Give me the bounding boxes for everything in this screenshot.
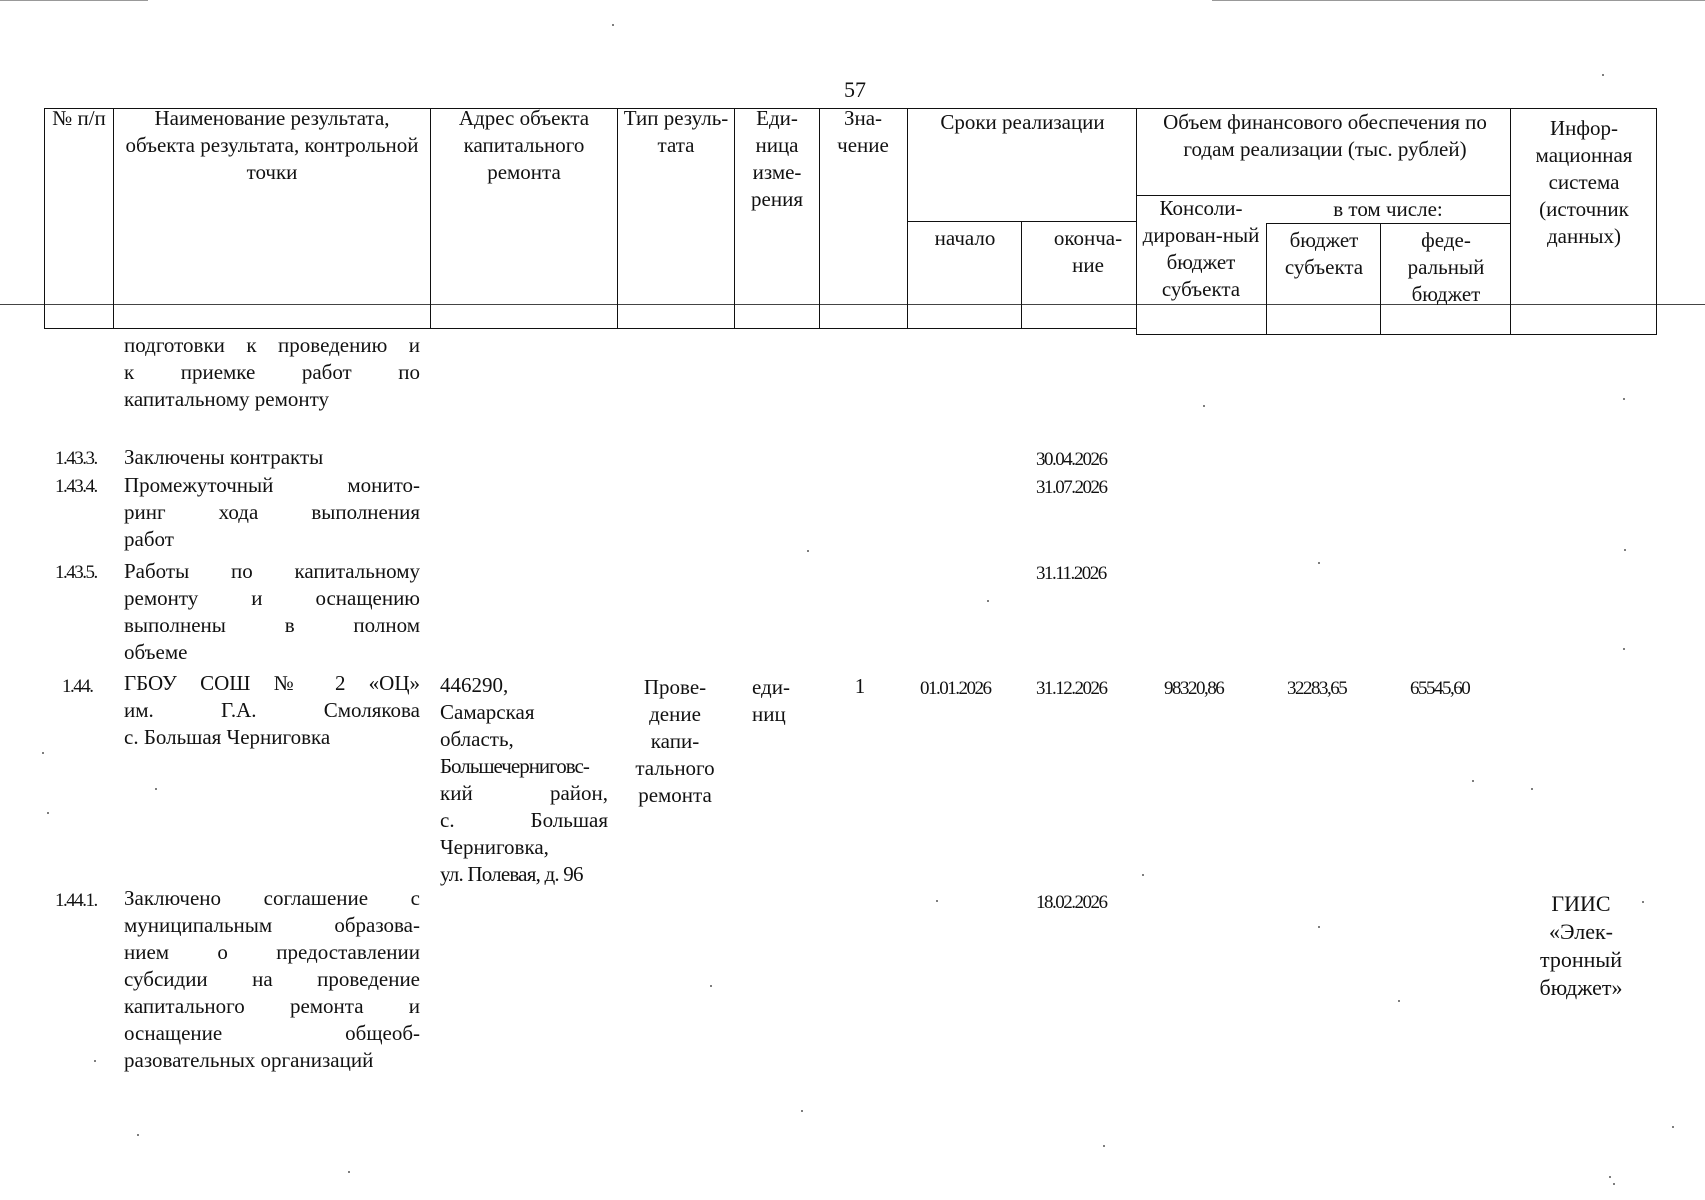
row-type-line: Прове- bbox=[643, 675, 707, 699]
header-name: Наименование результата, объекта результата, контрольной точки bbox=[125, 106, 419, 184]
row-type-line: капи- bbox=[650, 729, 700, 753]
header-info-system: Инфор-мационная система (источник данных) bbox=[1535, 116, 1633, 248]
row-name-line: муниципальным образова- bbox=[124, 913, 420, 937]
row-name-line: работ bbox=[124, 527, 174, 551]
row-name-line: нием о предоставлении bbox=[124, 940, 420, 964]
row-name-line: к приемке работ по bbox=[124, 360, 420, 384]
header-federal-budget: феде-ральный бюджет bbox=[1407, 228, 1485, 306]
row-info-line: «Элек- bbox=[1549, 919, 1613, 944]
header-type: Тип резуль-тата bbox=[623, 106, 729, 157]
row-num: 1.44.1. bbox=[55, 890, 97, 911]
row-num: 1.43.3. bbox=[55, 448, 97, 469]
row-name-line: с. Большая Черниговка bbox=[124, 725, 331, 749]
row-address-line: кий район, bbox=[440, 781, 608, 805]
header-address: Адрес объекта капитального ремонта bbox=[458, 106, 590, 184]
header-including: в том числе: bbox=[1333, 197, 1443, 221]
row-num: 1.44. bbox=[62, 676, 93, 697]
row-federal-budget: 65545,60 bbox=[1410, 678, 1470, 699]
header-start: начало bbox=[934, 226, 996, 250]
row-type-line: ремонта bbox=[638, 783, 712, 807]
header-end: оконча-ние bbox=[1053, 226, 1123, 277]
row-unit-line: ниц bbox=[752, 702, 786, 726]
row-name-line: разовательных организаций bbox=[124, 1048, 374, 1072]
row-name-line: ринг хода выполнения bbox=[124, 500, 420, 524]
row-end: 31.07.2026 bbox=[1036, 477, 1107, 498]
row-name-line: Работы по капитальному bbox=[124, 559, 420, 583]
page-number: 57 bbox=[844, 77, 866, 102]
row-info-line: бюджет» bbox=[1539, 975, 1623, 1000]
row-name-line: выполнены в полном bbox=[124, 613, 420, 637]
row-name-line: ремонту и оснащению bbox=[124, 586, 420, 610]
row-address-line: Большечерниговс- bbox=[440, 754, 589, 778]
header-consolidated: Консоли-дирован-ный бюджет субъекта bbox=[1142, 196, 1260, 301]
scan-edge-line bbox=[0, 0, 148, 1]
row-address-line: область, bbox=[440, 727, 514, 751]
row-address-line: ул. Полевая, д. 96 bbox=[440, 862, 583, 886]
row-name-line: капитального ремонта и bbox=[124, 994, 420, 1018]
header-finance: Объем финансового обеспечения по годам реализации (тыс. рублей) bbox=[1163, 110, 1487, 161]
scan-edge-line bbox=[1212, 0, 1705, 1]
row-end: 31.12.2026 bbox=[1036, 678, 1107, 699]
row-address-line: 446290, bbox=[440, 673, 509, 697]
row-name-line: Заключено соглашение с bbox=[124, 886, 420, 910]
row-info-line: ГИИС bbox=[1551, 891, 1611, 916]
row-subject-budget: 32283,65 bbox=[1287, 678, 1347, 699]
row-unit-line: еди- bbox=[752, 675, 790, 699]
row-address-line: Черниговка, bbox=[440, 835, 549, 859]
row-name-line: капитальному ремонту bbox=[124, 387, 330, 411]
row-name-line: ГБОУ СОШ № 2 «ОЦ» bbox=[124, 671, 420, 695]
row-num: 1.43.4. bbox=[55, 476, 97, 497]
row-end: 30.04.2026 bbox=[1036, 449, 1107, 470]
row-address-line: Самарская bbox=[440, 700, 535, 724]
header-terms: Сроки реализации bbox=[940, 110, 1105, 134]
row-name-line: подготовки к проведению и bbox=[124, 333, 420, 357]
row-name-line: объеме bbox=[124, 640, 188, 664]
row-type-line: дение bbox=[649, 702, 701, 726]
row-name-line: Заключены контракты bbox=[124, 445, 324, 469]
header-unit: Еди-ница изме-рения bbox=[751, 106, 803, 211]
header-subject-budget: бюджет субъекта bbox=[1284, 228, 1364, 279]
row-name-line: субсидии на проведение bbox=[124, 967, 420, 991]
row-name-line: им. Г.А. Смолякова bbox=[124, 698, 420, 722]
row-start: 01.01.2026 bbox=[920, 678, 991, 699]
row-num: 1.43.5. bbox=[55, 562, 97, 583]
row-address-line: с. Большая bbox=[440, 808, 608, 832]
row-end: 18.02.2026 bbox=[1036, 892, 1107, 913]
header-value: Зна-чение bbox=[837, 106, 889, 157]
row-name-line: оснащение общеоб- bbox=[124, 1021, 420, 1045]
header-num: № п/п bbox=[52, 106, 106, 130]
row-type-line: тального bbox=[635, 756, 715, 780]
row-value: 1 bbox=[854, 674, 866, 698]
row-info-line: тронный bbox=[1540, 947, 1622, 972]
row-end: 31.11.2026 bbox=[1036, 563, 1106, 584]
row-name-line: Промежуточный монито- bbox=[124, 473, 420, 497]
row-consolidated: 98320,86 bbox=[1164, 678, 1224, 699]
